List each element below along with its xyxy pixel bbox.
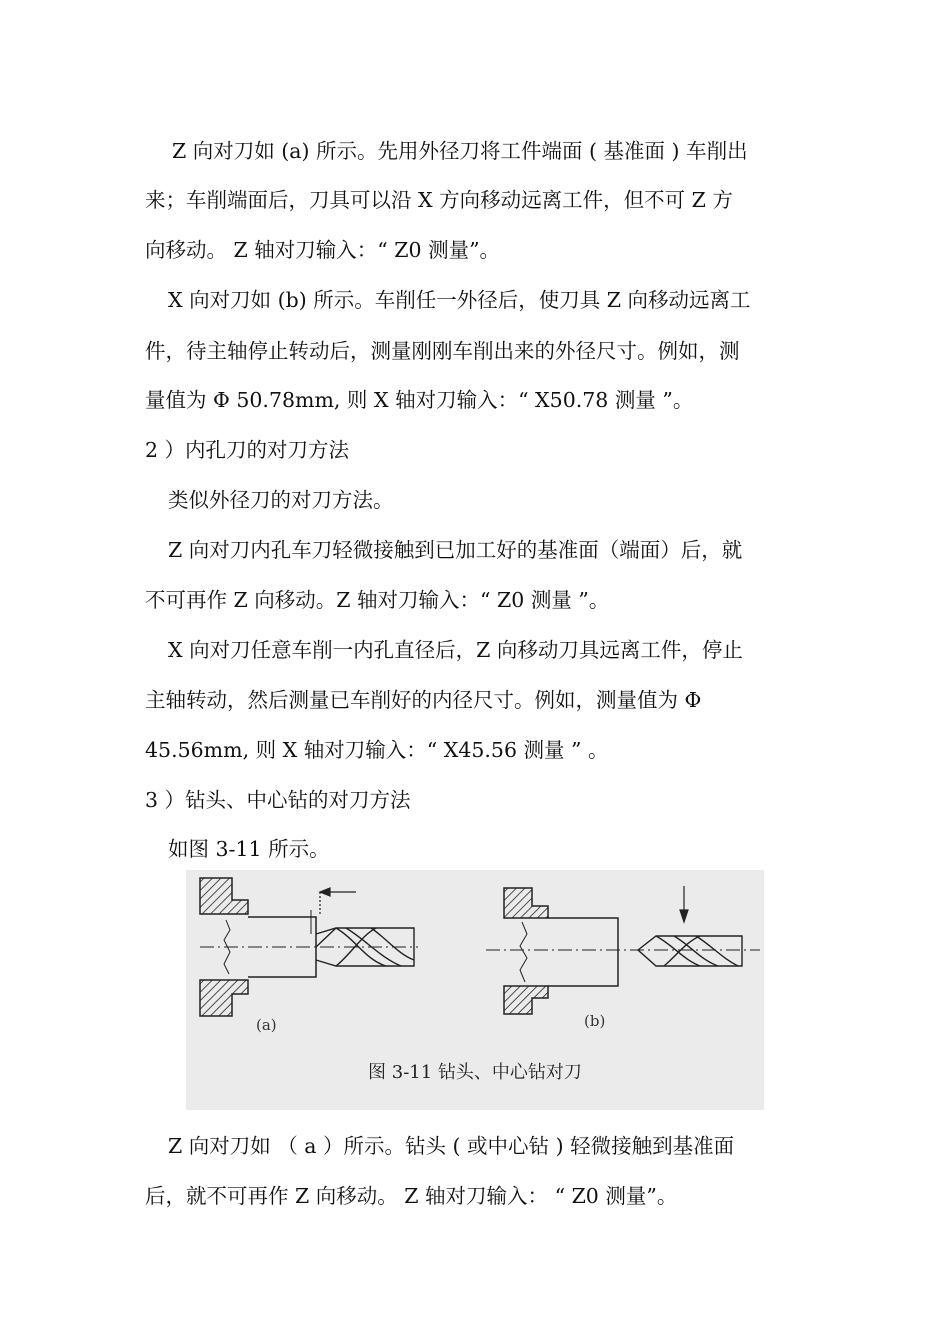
paragraph-line: 向移动。 Z 轴对刀输入：“ Z0 测量”。 <box>145 238 501 262</box>
paragraph-line: Z 向对刀如 （ a ）所示。钻头 ( 或中心钻 ) 轻微接触到基准面 <box>168 1134 735 1158</box>
workpiece-b <box>520 918 618 986</box>
paragraph-line: 主轴转动，然后测量已车削好的内径尺寸。例如，测量值为 Φ <box>145 688 702 712</box>
figure-3-11 <box>186 870 764 1110</box>
paragraph-line: Z 向对刀如 (a) 所示。先用外径刀将工件端面 ( 基准面 ) 车削出 <box>172 139 748 163</box>
drill-a <box>311 910 414 966</box>
chuck-jaws-b <box>504 888 548 1014</box>
paragraph-line: X 向对刀任意车削一内孔直径后，Z 向移动刀具远离工件，停止 <box>168 638 743 662</box>
drill-b <box>638 936 742 966</box>
paragraph-line: Z 向对刀内孔车刀轻微接触到已加工好的基准面（端面）后，就 <box>168 538 743 562</box>
arrow-a <box>320 888 356 914</box>
section-heading: 2 ）内孔刀的对刀方法 <box>145 438 350 462</box>
paragraph-line: 件，待主轴停止转动后，测量刚刚车削出来的外径尺寸。例如，测 <box>145 339 740 363</box>
paragraph-line: 45.56mm, 则 X 轴对刀输入：“ X45.56 测量 ” 。 <box>145 738 609 762</box>
paragraph-line: 如图 3-11 所示。 <box>168 837 330 861</box>
paragraph-line: 类似外径刀的对刀方法。 <box>168 488 394 512</box>
paragraph-line: 量值为 Φ 50.78mm, 则 X 轴对刀输入：“ X50.78 测量 ”。 <box>145 388 694 412</box>
label-a: (a) <box>256 1016 277 1034</box>
paragraph-line: 后，就不可再作 Z 向移动。 Z 轴对刀输入： “ Z0 测量”。 <box>145 1184 678 1208</box>
arrow-b <box>680 886 688 922</box>
section-heading: 3 ）钻头、中心钻的对刀方法 <box>145 788 411 812</box>
figure-caption: 图 3-11 钻头、中心钻对刀 <box>368 1062 582 1083</box>
label-b: (b) <box>584 1012 606 1030</box>
paragraph-line: X 向对刀如 (b) 所示。车削任一外径后，使刀具 Z 向移动远离工 <box>168 288 751 312</box>
paragraph-line: 来；车削端面后，刀具可以沿 X 方向移动远离工件，但不可 Z 方 <box>145 188 733 212</box>
paragraph-line: 不可再作 Z 向移动。Z 轴对刀输入：“ Z0 测量 ”。 <box>145 588 610 612</box>
